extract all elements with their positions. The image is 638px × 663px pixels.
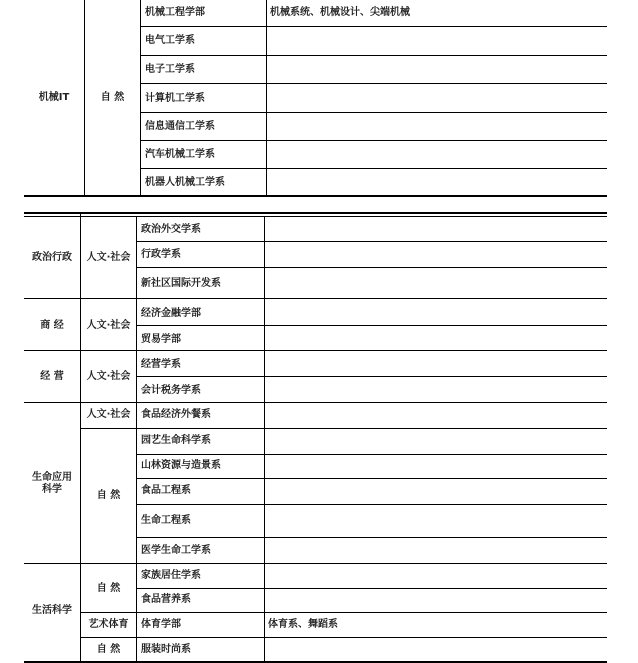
department-name: 电子工学系 [145, 64, 195, 75]
group-separator [24, 402, 607, 403]
college-label: 政治行政 [32, 252, 72, 263]
college-label: 经 营 [40, 371, 64, 382]
field-label: 自 然 [96, 644, 121, 655]
department-name: 食品营养系 [141, 594, 191, 605]
grid-line [137, 325, 607, 326]
field-label: 人文·社会 [86, 252, 131, 263]
grid-line [137, 537, 607, 538]
college-label: 商 经 [40, 320, 64, 331]
field-label: 自 然 [96, 490, 121, 501]
group-separator [24, 563, 607, 564]
grid-line [80, 212, 81, 663]
department-name: 经营学系 [141, 359, 181, 370]
field-label: 人文·社会 [86, 409, 131, 420]
grid-line [137, 267, 607, 268]
department-name: 园艺生命科学系 [141, 435, 211, 446]
grid-line [81, 612, 607, 613]
department-name: 汽车机械工学系 [145, 149, 215, 160]
department-name: 体育学部 [141, 619, 181, 630]
college-label: 生命应用 科学 [32, 472, 72, 495]
grid-line [136, 216, 137, 663]
department-name: 医学生命工学系 [141, 545, 211, 556]
grid-line [137, 454, 607, 455]
department-name: 行政学系 [141, 249, 181, 260]
college-label: 机械IT [38, 92, 70, 103]
grid-line [141, 26, 607, 27]
grid-line [141, 112, 607, 113]
field-label: 人文·社会 [86, 320, 131, 331]
grid-line [81, 428, 607, 429]
department-name: 计算机工学系 [145, 93, 205, 104]
grid-line [137, 241, 607, 242]
department-name: 会计税务学系 [141, 385, 201, 396]
grid-line [137, 376, 607, 377]
department-note: 机械系统、机械设计、尖端机械 [270, 7, 410, 18]
table-bottom-border [24, 195, 607, 197]
department-name: 经济金融学部 [141, 308, 201, 319]
department-name: 家族居住学系 [141, 570, 201, 581]
department-name: 食品经济外餐系 [141, 409, 211, 420]
department-name: 信息通信工学系 [145, 121, 215, 132]
department-name: 机械工程学部 [145, 7, 205, 18]
department-name: 贸易学部 [141, 334, 181, 345]
grid-line [266, 0, 267, 196]
grid-line [141, 55, 607, 56]
grid-line [137, 478, 607, 479]
table-top-border [24, 212, 607, 214]
grid-line [81, 637, 607, 638]
department-name: 电气工学系 [145, 35, 195, 46]
field-label: 艺术体育 [88, 619, 129, 630]
department-name: 新社区国际开发系 [141, 278, 221, 289]
grid-line [141, 140, 607, 141]
department-name: 机器人机械工学系 [145, 177, 225, 188]
field-label: 自 然 [100, 92, 125, 103]
grid-line [137, 504, 607, 505]
grid-line [137, 588, 607, 589]
department-name: 政治外交学系 [141, 224, 201, 235]
table-top-border [24, 216, 607, 217]
department-name: 服装时尚系 [141, 644, 191, 655]
group-separator [24, 350, 607, 351]
department-name: 食品工程系 [141, 485, 191, 496]
grid-line [141, 168, 607, 169]
department-name: 山林资源与造景系 [141, 460, 221, 471]
department-name: 生命工程系 [141, 515, 191, 526]
group-separator [24, 298, 607, 299]
grid-line [141, 83, 607, 84]
grid-line [140, 0, 141, 196]
field-label: 自 然 [96, 583, 121, 594]
department-note: 体育系、舞蹈系 [268, 619, 338, 630]
grid-line [264, 216, 265, 663]
college-label: 生活科学 [32, 605, 72, 616]
field-label: 人文·社会 [86, 371, 131, 382]
